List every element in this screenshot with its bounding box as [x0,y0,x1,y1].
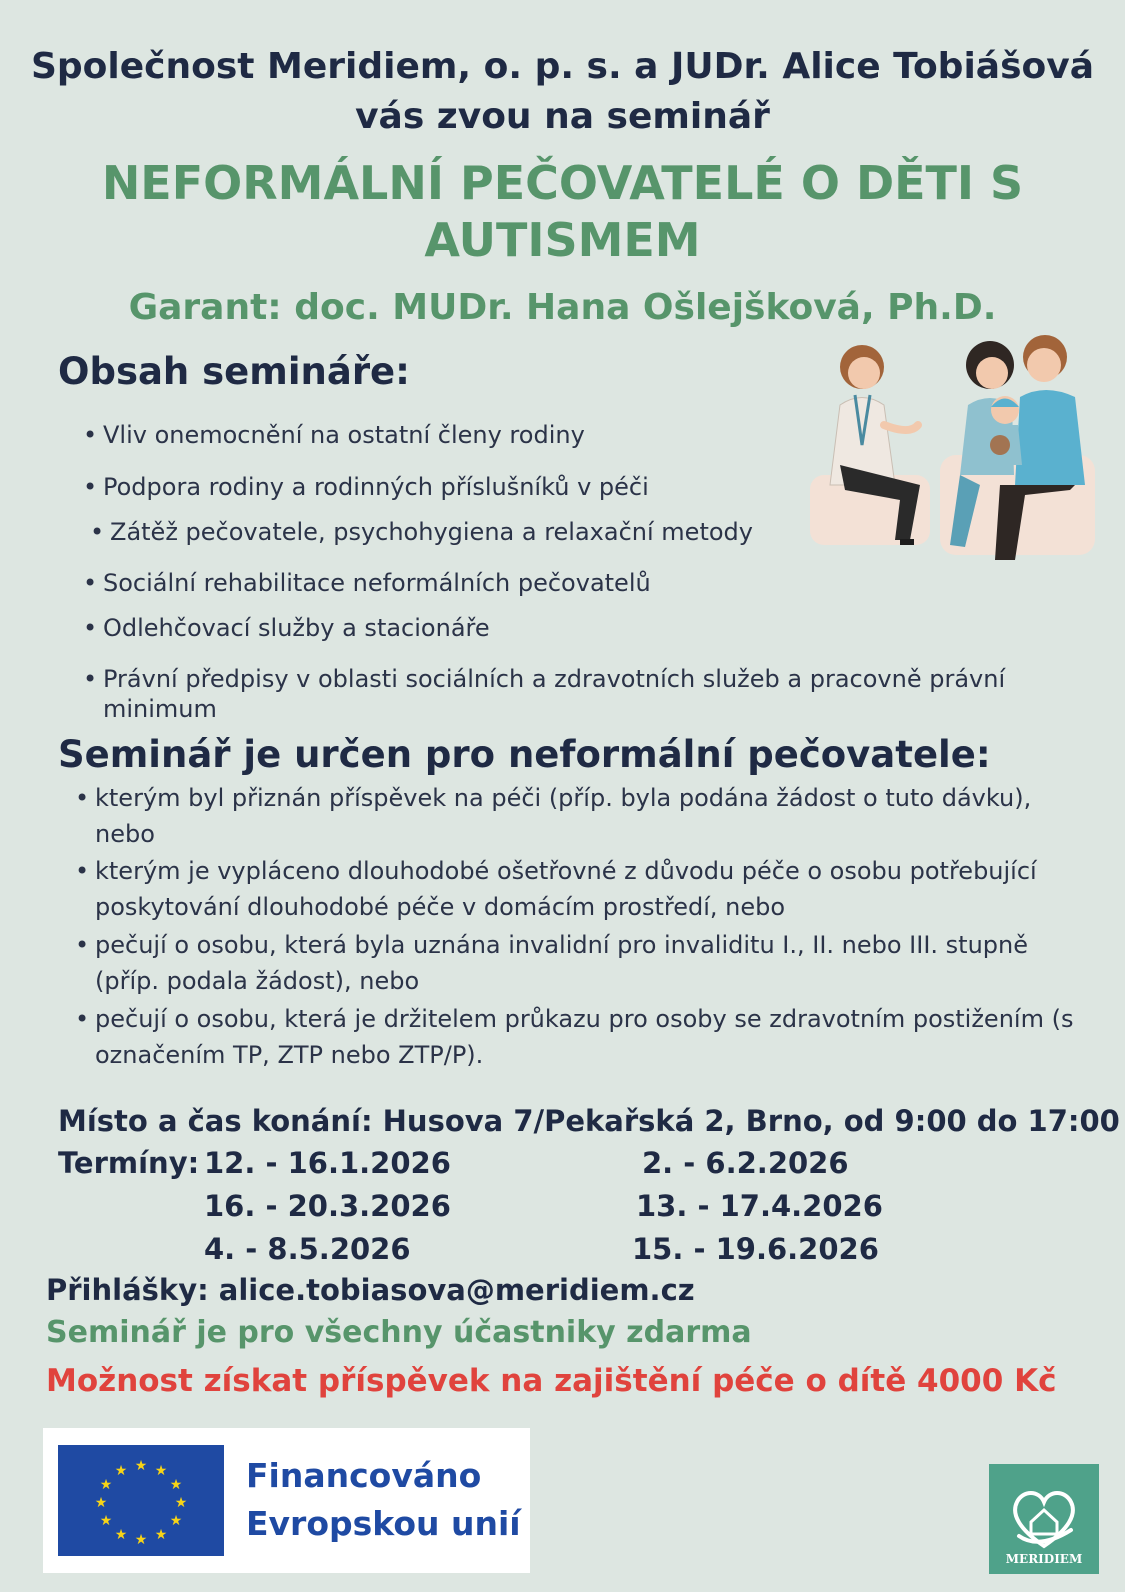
list-item: • Vliv onemocnění na ostatní členy rodiny [83,421,585,449]
term-date: 4. - 8.5.2026 [204,1232,411,1266]
list-item: • pečují o osobu, která byla uznána invalidní pro invaliditu I., II. nebo III. stupně (příp. podala žádost), nebo [75,931,1029,995]
svg-text:★: ★ [154,1463,168,1479]
list-item: • Právní předpisy v oblasti sociálních a zdravotních služeb a pracovně právní minimum [83,665,1006,723]
venue-and-time: Místo a čas konání: Husova 7/Pekařská 2, Brno, od 9:00 do 17:00 [58,1104,1120,1138]
svg-text:★: ★ [169,1513,183,1529]
obsah-heading: Obsah semináře: [58,350,410,393]
terminy-label: Termíny: [58,1146,200,1180]
svg-text:★: ★ [134,1532,148,1548]
term-date: 13. - 17.4.2026 [636,1189,883,1223]
eu-text-line2: Evropskou unií [246,1504,521,1543]
list-item: • kterým je vypláceno dlouhodobé ošetřovné z důvodu péče o osobu potřebující poskytování dlouhodobé péče v domácím prostředí, nebo [75,857,1037,921]
urcen-heading: Seminář je určen pro neformální pečovatele: [58,733,991,776]
invite-line: vás zvou na seminář [355,96,770,137]
seminar-title-line1: NEFORMÁLNÍ PEČOVATELÉ O DĚTI S [101,156,1024,210]
svg-text:★: ★ [99,1477,113,1493]
eu-funding-box [43,1428,530,1573]
term-date: 15. - 19.6.2026 [632,1232,879,1266]
eu-flag-icon [58,1445,224,1556]
svg-text:★: ★ [114,1463,128,1479]
term-date: 2. - 6.2.2026 [642,1146,849,1180]
logo-text: MERIDIEM [1005,1552,1083,1566]
svg-text:★: ★ [114,1527,128,1543]
contribution-notice: Možnost získat příspěvek na zajištění péče o dítě 4000 Kč [46,1363,1057,1399]
garant: Garant: doc. MUDr. Hana Ošlejšková, Ph.D. [128,287,997,328]
list-item: • Sociální rehabilitace neformálních pečovatelů [83,569,651,597]
seminar-title-line2: AUTISMEM [424,213,701,267]
list-item: • Podpora rodiny a rodinných příslušníků v péči [83,473,649,501]
list-item: • Zátěž pečovatele, psychohygiena a relaxační metody [90,518,753,546]
list-item: • Odlehčovací služby a stacionáře [83,614,490,642]
family-doctor-illustration [800,335,1100,575]
term-date: 16. - 20.3.2026 [204,1189,451,1223]
organizer-line: Společnost Meridiem, o. p. s. a JUDr. Alice Tobiášová [30,46,1095,87]
term-date: 12. - 16.1.2026 [204,1146,451,1180]
svg-text:★: ★ [94,1495,108,1511]
svg-text:★: ★ [174,1495,188,1511]
svg-text:★: ★ [169,1477,183,1493]
list-item: • pečují o osobu, která je držitelem průkazu pro osoby se zdravotním postižením (s označením TP, ZTP nebo ZTP/P). [75,1005,1074,1069]
meridiem-logo [989,1464,1099,1574]
svg-text:★: ★ [154,1527,168,1543]
svg-text:★: ★ [134,1458,148,1474]
eu-text-line1: Financováno [246,1456,482,1495]
registration-email: Přihlášky: alice.tobiasova@meridiem.cz [46,1273,695,1307]
list-item: • kterým byl přiznán příspěvek na péči (příp. byla podána žádost o tuto dávku), nebo [75,784,1032,848]
svg-text:★: ★ [99,1513,113,1529]
free-notice: Seminář je pro všechny účastniky zdarma [46,1315,752,1350]
